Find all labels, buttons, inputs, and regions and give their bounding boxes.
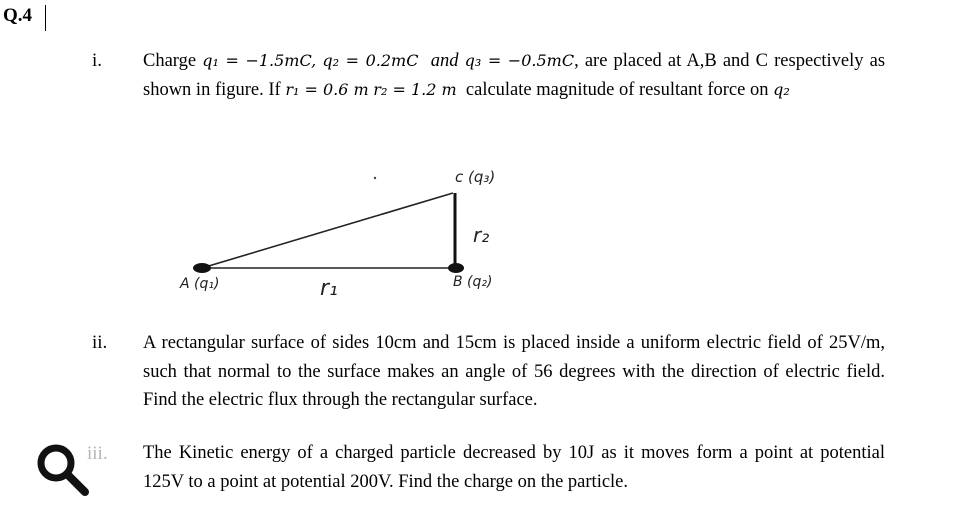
item-number-2: ii.: [92, 332, 108, 353]
search-icon: [34, 441, 94, 501]
charge-triangle-figure: [175, 155, 535, 305]
item-1-calc: calculate magnitude of resultant force on: [465, 79, 769, 100]
label-a: A (q₁): [180, 276, 220, 292]
charge-q2: q₂ = 0.2mC: [322, 51, 419, 70]
point-a: [193, 263, 211, 273]
word-and: and: [430, 51, 459, 71]
point-b: [448, 263, 464, 273]
label-c: c (q₃): [455, 168, 496, 186]
distance-r2: r₂ = 1.2 m: [373, 79, 457, 99]
charge-q3: q₃ = −0.5mC: [464, 51, 575, 70]
item-1-lead: Charge: [143, 51, 197, 71]
search-button[interactable]: [34, 441, 94, 501]
question-label: Q.4: [3, 5, 33, 26]
label-b: B (q₂): [453, 274, 493, 290]
target-charge: q₂: [773, 79, 790, 99]
item-1-text: [143, 47, 885, 104]
hypotenuse-line: [202, 193, 453, 268]
item-2-text: A rectangular surface of sides 10cm and 15cm is placed inside a uniform electric field of 25V/m, such that normal to the surface makes an angle of 56 degrees with the direction of electric field. Find the electric flux through the rectangular surface.: [143, 333, 885, 410]
label-r2: r₂: [473, 223, 490, 247]
item-1-placed: , are placed at A,B and C respectively as shown in figure. If: [143, 51, 886, 100]
item-number-1: i.: [92, 50, 103, 71]
item-3-text: The Kinetic energy of a charged particle decreased by 10J as it moves form a point at potential 125V to a point at potential 200V. Find the charge on the particle.: [143, 443, 885, 492]
charge-q1: q₁ = −1.5mC,: [202, 51, 317, 70]
distance-r1: r₁ = 0.6 m: [285, 79, 369, 99]
item-number-3: iii.: [87, 443, 108, 464]
text-cursor: [45, 5, 46, 31]
label-r1: r₁: [320, 276, 338, 301]
stray-dot: [374, 177, 376, 179]
